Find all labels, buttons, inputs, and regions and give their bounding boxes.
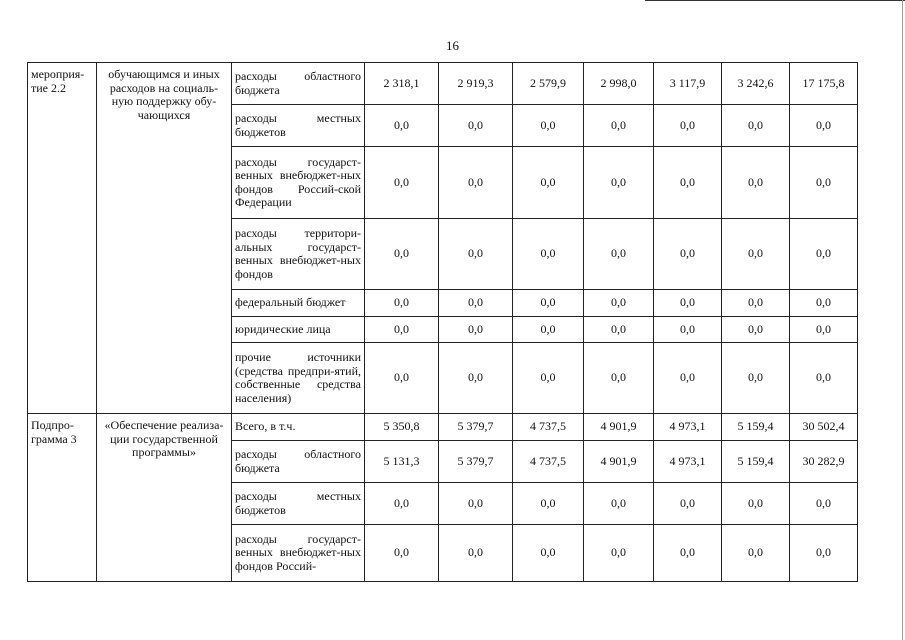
value-cell: 0,0 [439,147,513,219]
funding-source-cell: Всего, в т.ч. [232,414,365,441]
value-cell: 5 159,4 [722,414,790,441]
page-edge-top-line [645,0,905,1]
page-number: 16 [446,38,459,53]
value-cell: 0,0 [584,343,654,414]
funding-source-cell: расходы областного бюджета [232,63,365,105]
value-cell: 0,0 [439,105,513,147]
value-cell: 0,0 [654,105,722,147]
value-cell: 4 901,9 [584,441,654,483]
funding-source-cell: расходы государст-венных внебюджет-ных фондов Россий-ской Федерации [232,147,365,219]
value-cell: 0,0 [439,343,513,414]
value-cell: 0,0 [513,483,584,525]
value-cell: 0,0 [722,219,790,290]
total-value-cell: 0,0 [790,525,858,582]
total-value-cell: 0,0 [790,290,858,317]
funding-source-cell: расходы областного бюджета [232,441,365,483]
value-cell: 5 379,7 [439,414,513,441]
value-cell: 0,0 [439,219,513,290]
value-cell: 0,0 [365,525,439,582]
total-value-cell: 0,0 [790,317,858,343]
value-cell: 3 242,6 [722,63,790,105]
value-cell: 4 737,5 [513,414,584,441]
value-cell: 0,0 [365,105,439,147]
value-cell: 0,0 [584,105,654,147]
value-cell: 4 737,5 [513,441,584,483]
funding-source-cell: расходы местных бюджетов [232,105,365,147]
value-cell: 0,0 [584,317,654,343]
total-value-cell: 30 282,9 [790,441,858,483]
value-cell: 0,0 [722,147,790,219]
total-value-cell: 0,0 [790,147,858,219]
total-value-cell: 0,0 [790,105,858,147]
value-cell: 0,0 [654,317,722,343]
value-cell: 5 159,4 [722,441,790,483]
value-cell: 2 579,9 [513,63,584,105]
value-cell: 0,0 [584,219,654,290]
table-row [28,63,858,105]
value-cell: 3 117,9 [654,63,722,105]
value-cell: 0,0 [513,147,584,219]
value-cell: 4 901,9 [584,414,654,441]
value-cell: 0,0 [654,483,722,525]
item-code-cell: мероприя-тие 2.2 [28,63,97,414]
value-cell: 0,0 [654,525,722,582]
funding-source-cell: расходы территори-альных государст-венных внебюджет-ных фондов [232,219,365,290]
table-row [28,414,858,441]
value-cell: 0,0 [584,290,654,317]
value-cell: 0,0 [365,317,439,343]
item-name-cell: «Обеспечение реализа-ции государственной программы» [97,414,232,582]
value-cell: 0,0 [654,290,722,317]
value-cell: 0,0 [654,343,722,414]
value-cell: 0,0 [722,343,790,414]
value-cell: 0,0 [439,317,513,343]
total-value-cell: 0,0 [790,219,858,290]
item-name-cell: обучающимся и иных расходов на социаль-ную поддержку обу-чающихся [97,63,232,414]
value-cell: 5 379,7 [439,441,513,483]
value-cell: 0,0 [722,317,790,343]
value-cell: 0,0 [654,219,722,290]
page-edge-right-line [902,0,903,640]
value-cell: 0,0 [513,105,584,147]
value-cell: 0,0 [722,105,790,147]
value-cell: 4 973,1 [654,414,722,441]
total-value-cell: 30 502,4 [790,414,858,441]
total-value-cell: 0,0 [790,483,858,525]
value-cell: 0,0 [365,219,439,290]
value-cell: 0,0 [722,290,790,317]
value-cell: 0,0 [365,147,439,219]
value-cell: 0,0 [513,290,584,317]
value-cell: 0,0 [513,219,584,290]
value-cell: 2 919,3 [439,63,513,105]
value-cell: 2 998,0 [584,63,654,105]
value-cell: 0,0 [513,317,584,343]
value-cell: 2 318,1 [365,63,439,105]
item-code-cell: Подпро-грамма 3 [28,414,97,582]
budget-table [27,62,858,582]
value-cell: 0,0 [365,343,439,414]
funding-source-cell: расходы государст-венных внебюджет-ных фондов Россий- [232,525,365,582]
value-cell: 0,0 [722,483,790,525]
value-cell: 0,0 [584,483,654,525]
value-cell: 0,0 [439,290,513,317]
total-value-cell: 0,0 [790,343,858,414]
value-cell: 0,0 [722,525,790,582]
value-cell: 0,0 [365,290,439,317]
funding-source-cell: расходы местных бюджетов [232,483,365,525]
value-cell: 5 131,3 [365,441,439,483]
value-cell: 0,0 [584,147,654,219]
value-cell: 0,0 [513,525,584,582]
value-cell: 0,0 [439,525,513,582]
total-value-cell: 17 175,8 [790,63,858,105]
funding-source-cell: юридические лица [232,317,365,343]
value-cell: 5 350,8 [365,414,439,441]
value-cell: 0,0 [654,147,722,219]
funding-source-cell: прочие источники (средства предпри-ятий, собственные средства населения) [232,343,365,414]
value-cell: 0,0 [365,483,439,525]
value-cell: 0,0 [584,525,654,582]
value-cell: 0,0 [513,343,584,414]
value-cell: 0,0 [439,483,513,525]
value-cell: 4 973,1 [654,441,722,483]
funding-source-cell: федеральный бюджет [232,290,365,317]
